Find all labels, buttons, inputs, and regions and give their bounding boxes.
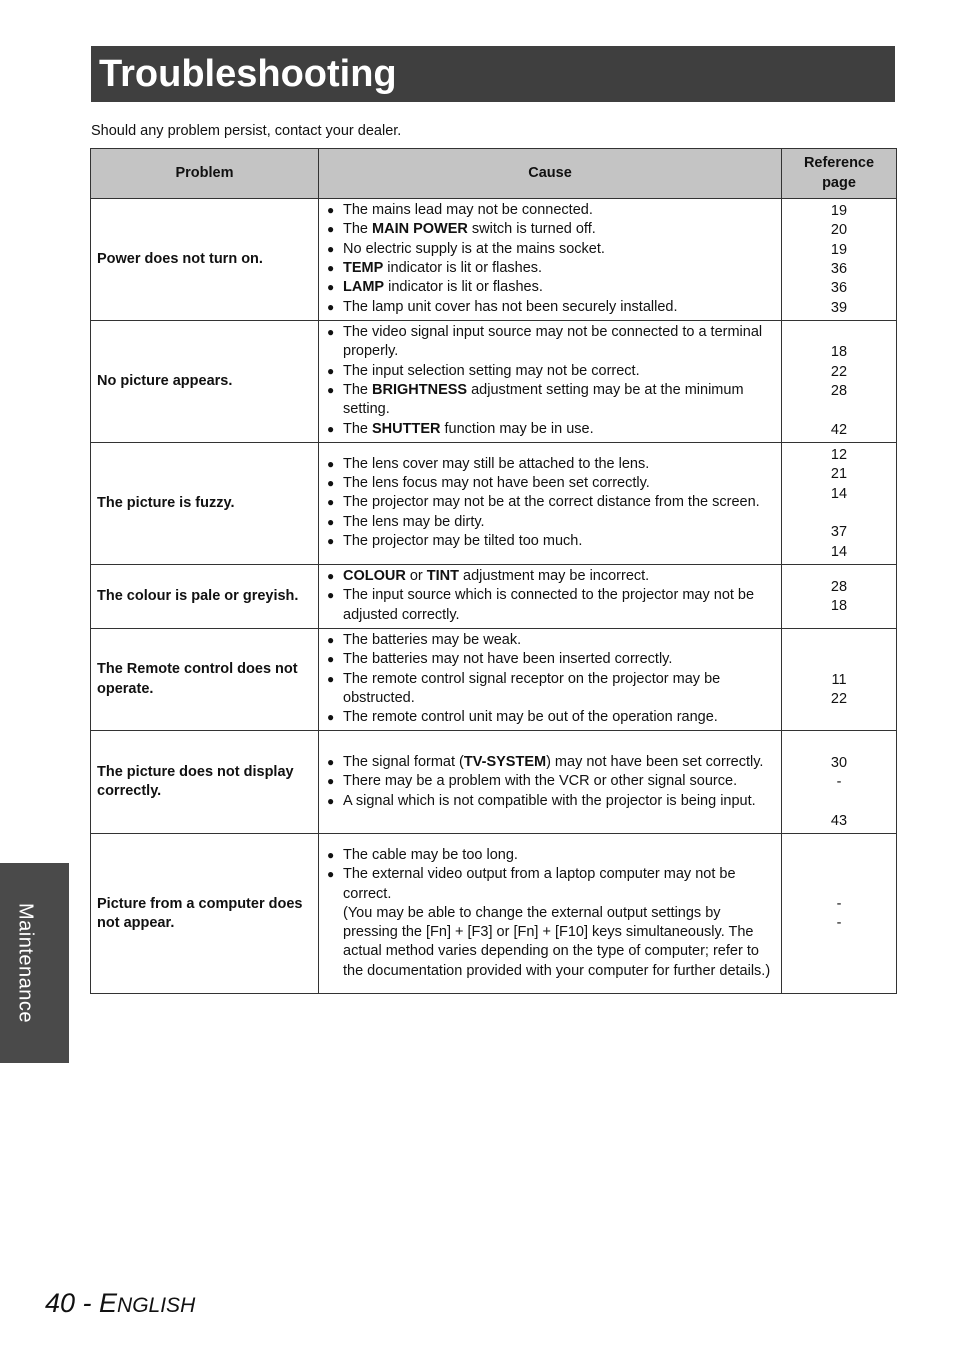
reference-page-number	[783, 735, 895, 754]
cause-item: ● The external video output from a laptop computer may not be correct.	[327, 865, 777, 904]
cause-item: ● The lens may be dirty.	[327, 513, 777, 532]
reference-page-number	[783, 401, 895, 420]
problem-cell: The picture does not display correctly.	[91, 731, 319, 834]
reference-page-number	[783, 793, 895, 812]
cause-cell	[319, 629, 782, 731]
cause-list	[327, 846, 777, 981]
reference-page-cell	[782, 565, 897, 629]
problem-cell: The picture is fuzzy.	[91, 443, 319, 565]
side-tab	[0, 863, 69, 1063]
reference-page-number: 22	[830, 363, 848, 380]
problem-cell: The Remote control does not operate.	[91, 629, 319, 731]
reference-page-number: -	[836, 915, 842, 932]
cause-list	[327, 323, 777, 439]
table-row	[91, 199, 897, 321]
cause-list	[327, 753, 777, 811]
table-row	[91, 629, 897, 731]
table-row	[91, 321, 897, 443]
problem-cell: The colour is pale or greyish.	[91, 565, 319, 629]
cause-item: ● The projector may be tilted too much.	[327, 532, 777, 551]
reference-page-number: 42	[830, 421, 848, 438]
cause-item: (You may be able to change the external output settings by pressing the [Fn] + [F3] or [Fn] + [F10] keys simultaneously. The actual method varies depending on the type of computer; refer to the documentation provided with your computer for further details.)	[343, 904, 771, 979]
header-reference-page: Reference page	[782, 149, 897, 199]
cause-item: ● The input source which is connected to the projector may not be adjusted correctly.	[327, 586, 777, 625]
cause-item: ● The lamp unit cover has not been securely installed.	[327, 298, 777, 317]
table-header-row	[91, 149, 897, 199]
reference-page-cell	[782, 629, 897, 731]
reference-page-number	[783, 651, 895, 670]
reference-page-number: 37	[830, 524, 848, 541]
reference-page-number: 18	[830, 598, 848, 614]
page-footer	[45, 1288, 195, 1319]
cause-list	[327, 631, 777, 727]
cause-item: ● There may be a problem with the VCR or other signal source.	[327, 772, 777, 791]
page-number: 40 - E	[45, 1288, 118, 1318]
cause-item: ● The MAIN POWER switch is turned off.	[327, 220, 777, 239]
reference-page-number: 36	[830, 261, 848, 277]
cause-item: ● The batteries may be weak.	[327, 631, 777, 650]
cause-cell	[319, 731, 782, 834]
reference-page-number: 19	[830, 203, 848, 220]
reference-page-number: -	[836, 774, 842, 791]
table-row	[91, 731, 897, 834]
side-tab-label: Maintenance	[14, 902, 37, 1024]
reference-page-number: 36	[830, 280, 848, 297]
reference-page-number: 22	[830, 690, 848, 707]
problem-cell: Power does not turn on.	[91, 199, 319, 321]
reference-page-number	[783, 504, 895, 523]
reference-page-cell	[782, 731, 897, 834]
reference-page-number	[783, 324, 895, 343]
cause-item: ● The projector may not be at the correct distance from the screen.	[327, 493, 777, 512]
cause-item: ● A signal which is not compatible with the projector is being input.	[327, 792, 777, 811]
cause-item: ● TEMP indicator is lit or flashes.	[327, 259, 777, 278]
cause-item: ● The cable may be too long.	[327, 846, 777, 865]
reference-page-number: 43	[830, 812, 848, 829]
cause-item: ● LAMP indicator is lit or flashes.	[327, 278, 777, 297]
cause-list	[327, 455, 777, 551]
reference-page-number: 39	[830, 299, 848, 316]
cause-cell	[319, 321, 782, 443]
reference-page-number: -	[836, 896, 842, 913]
troubleshooting-table	[90, 148, 897, 994]
header-problem: Problem	[91, 149, 319, 199]
reference-page-number: 28	[830, 383, 848, 399]
cause-item: ● The input selection setting may not be correct.	[327, 362, 777, 381]
reference-page-number: 11	[831, 671, 847, 688]
table-body	[91, 199, 897, 994]
table-row	[91, 443, 897, 565]
reference-page-number: 18	[830, 344, 848, 361]
cause-item: ● No electric supply is at the mains socket.	[327, 240, 777, 259]
cause-cell	[319, 199, 782, 321]
reference-page-number: 28	[830, 578, 848, 595]
cause-item: ● The remote control unit may be out of the operation range.	[327, 708, 777, 727]
cause-item: ● The mains lead may not be connected.	[327, 201, 777, 220]
reference-page-number: 12	[830, 447, 848, 464]
reference-page-number: 21	[830, 466, 848, 483]
reference-page-cell	[782, 443, 897, 565]
cause-item: ● The SHUTTER function may be in use.	[327, 420, 777, 439]
reference-page-number: 14	[830, 543, 848, 560]
cause-cell	[319, 834, 782, 994]
cause-list	[327, 567, 777, 625]
cause-list	[327, 201, 777, 317]
reference-page-number: 19	[830, 241, 848, 258]
cause-item: ● The batteries may not have been inserted correctly.	[327, 650, 777, 669]
problem-cell: Picture from a computer does not appear.	[91, 834, 319, 994]
cause-cell	[319, 443, 782, 565]
table-row	[91, 565, 897, 629]
reference-page-number: 30	[830, 755, 848, 772]
intro-text: Should any problem persist, contact your dealer.	[91, 123, 402, 139]
cause-item: ● The BRIGHTNESS adjustment setting may be at the minimum setting.	[327, 381, 777, 420]
problem-cell: No picture appears.	[91, 321, 319, 443]
title-bar	[91, 46, 895, 102]
reference-page-cell	[782, 834, 897, 994]
reference-page-number: 20	[830, 222, 848, 239]
header-cause: Cause	[319, 149, 782, 199]
page-title: Troubleshooting	[99, 53, 397, 95]
cause-item: ● The lens cover may still be attached to the lens.	[327, 455, 777, 474]
cause-item: ● The lens focus may not have been set correctly.	[327, 474, 777, 493]
reference-page-cell	[782, 199, 897, 321]
cause-item: ● The signal format (TV-SYSTEM) may not have been set correctly.	[327, 753, 777, 772]
reference-page-cell	[782, 321, 897, 443]
reference-page-number: 14	[830, 485, 848, 502]
cause-item: ● The video signal input source may not be connected to a terminal properly.	[327, 323, 777, 362]
cause-cell	[319, 565, 782, 629]
cause-item: ● The remote control signal receptor on the projector may be obstructed.	[327, 670, 777, 709]
language-label: NGLISH	[117, 1294, 196, 1317]
table-row	[91, 834, 897, 994]
cause-item: ● COLOUR or TINT adjustment may be incorrect.	[327, 567, 777, 586]
